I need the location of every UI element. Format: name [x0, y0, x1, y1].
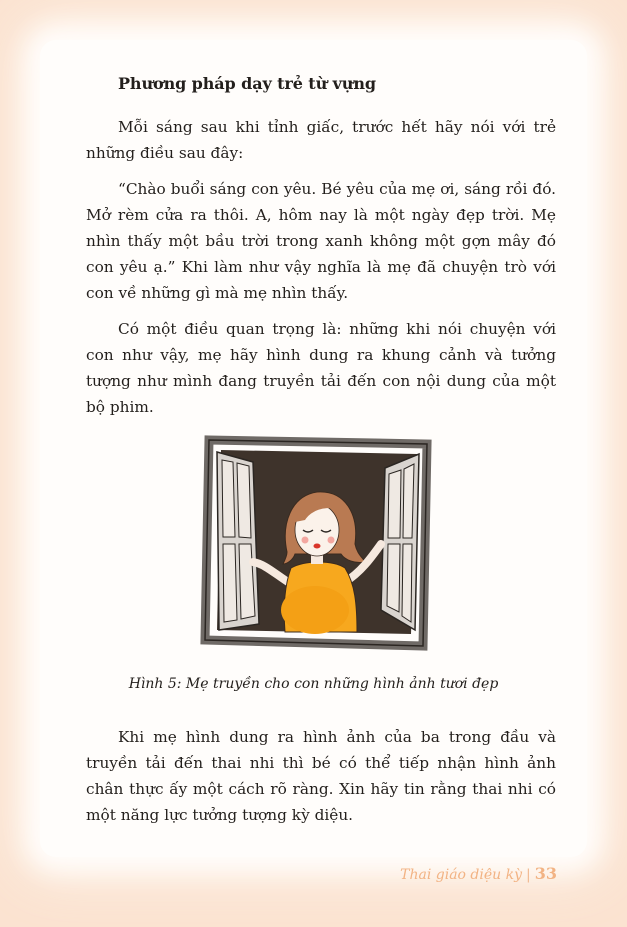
- paragraph-important: Có một điều quan trọng là: những khi nói chuyện với con như vậy, mẹ hãy hình dung ra khung cảnh và tưởng tượng như mình đang truyền tải đến con nội dung của một bộ phim.: [86, 320, 556, 416]
- footer-separator: |: [526, 867, 531, 883]
- section-heading: Phương pháp dạy trẻ từ vựng: [118, 74, 376, 93]
- paragraph-intro: Mỗi sáng sau khi tỉnh giấc, trước hết hãy nói với trẻ những điều sau đây:: [86, 118, 556, 162]
- paragraph-conclusion: Khi mẹ hình dung ra hình ảnh của ba trong đầu và truyền tải đến thai nhi thì bé có thể tiếp nhận hình ảnh chân thực ấy một cách rõ ràng. Xin hãy tin rằng thai nhi có một năng lực tưởng tượng kỳ diệu.: [86, 728, 556, 824]
- paragraph-quote: “Chào buổi sáng con yêu. Bé yêu của mẹ ơi, sáng rồi đó. Mở rèm cửa ra thôi. A, hôm nay là một ngày đẹp trời. Mẹ nhìn thấy một bầu trời trong xanh không một gợn mây đó con yêu ạ.” Khi làm như vậy nghĩa là mẹ đã chuyện trò với con về những gì mà mẹ nhìn thấy.: [86, 180, 556, 302]
- right-window-shutter: [381, 454, 419, 630]
- footer-book-title: Thai giáo diệu kỳ: [400, 867, 523, 883]
- page-number: 33: [534, 864, 557, 883]
- window-mother-illustration: [195, 434, 435, 666]
- page-footer: [400, 864, 557, 883]
- left-window-shutter: [217, 452, 259, 630]
- figure-caption: Hình 5: Mẹ truyền cho con những hình ảnh tươi đẹp: [128, 676, 499, 692]
